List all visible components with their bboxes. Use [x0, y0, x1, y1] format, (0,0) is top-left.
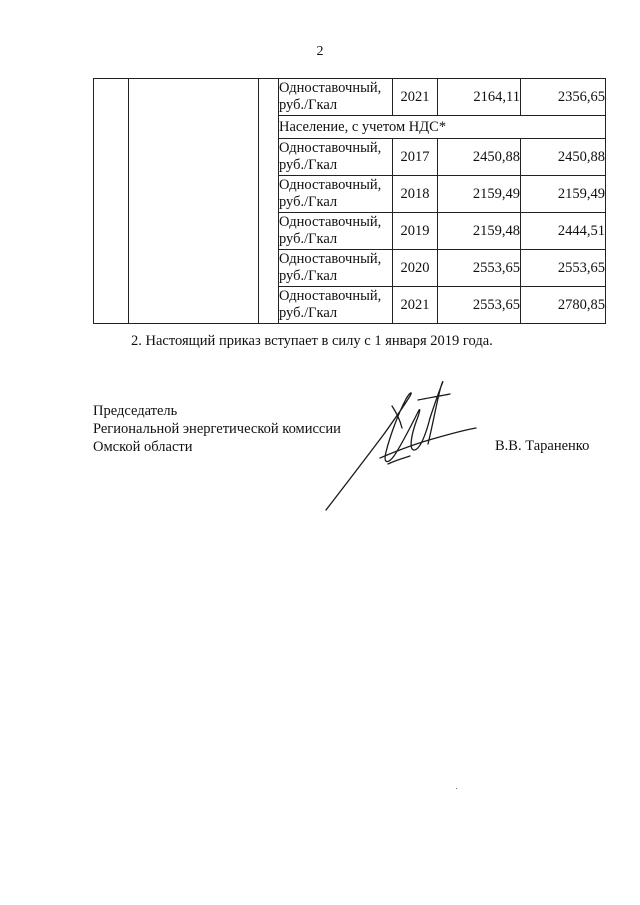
tariff-first-half-cell: 2553,65	[438, 287, 521, 324]
tariff-second-half-cell: 2450,88	[521, 139, 606, 176]
tariff-second-half-cell: 2356,65	[521, 79, 606, 116]
tariff-first-half-cell: 2164,11	[438, 79, 521, 116]
tariff-first-half-cell: 2553,65	[438, 250, 521, 287]
effective-date-clause: 2. Настоящий приказ вступает в силу с 1 января 2019 года.	[131, 333, 493, 349]
year-cell: 2017	[393, 139, 438, 176]
tariff-first-half-cell: 2159,49	[438, 176, 521, 213]
blank-cell	[129, 79, 259, 324]
table-row	[94, 79, 606, 116]
tariff-first-half-cell: 2159,48	[438, 213, 521, 250]
tariff-type-line: Одноставочный,	[279, 177, 382, 193]
tariff-type-cell	[279, 213, 393, 250]
tariff-second-half-cell: 2553,65	[521, 250, 606, 287]
year-cell: 2021	[393, 79, 438, 116]
tariff-table	[93, 78, 606, 324]
tariff-unit-line: руб./Гкал	[279, 157, 338, 173]
signatory-name: В.В. Тараненко	[495, 438, 590, 454]
year-cell: 2018	[393, 176, 438, 213]
tariff-unit-line: руб./Гкал	[279, 97, 338, 113]
tariff-second-half-cell: 2444,51	[521, 213, 606, 250]
signatory-organization: Региональной энергетической комиссии	[93, 421, 341, 437]
tariff-type-line: Одноставочный,	[279, 80, 382, 96]
year-cell: 2020	[393, 250, 438, 287]
tariff-type-line: Одноставочный,	[279, 214, 382, 230]
signatory-position: Председатель	[93, 403, 178, 419]
blank-cell	[259, 79, 279, 324]
page-number: 2	[316, 44, 324, 59]
tariff-type-cell	[279, 139, 393, 176]
tariff-type-cell	[279, 287, 393, 324]
tariff-unit-line: руб./Гкал	[279, 231, 338, 247]
year-cell: 2021	[393, 287, 438, 324]
tariff-unit-line: руб./Гкал	[279, 194, 338, 210]
blank-cell	[94, 79, 129, 324]
year-cell: 2019	[393, 213, 438, 250]
tariff-type-cell	[279, 250, 393, 287]
handwritten-signature	[318, 372, 480, 517]
tariff-second-half-cell: 2159,49	[521, 176, 606, 213]
tariff-second-half-cell: 2780,85	[521, 287, 606, 324]
tariff-type-line: Одноставочный,	[279, 251, 382, 267]
signatory-region: Омской области	[93, 439, 193, 455]
tariff-unit-line: руб./Гкал	[279, 305, 338, 321]
tariff-first-half-cell: 2450,88	[438, 139, 521, 176]
tariff-type-line: Одноставочный,	[279, 288, 382, 304]
signature-block	[93, 402, 341, 456]
section-heading: Население, с учетом НДС*	[279, 116, 606, 139]
tariff-unit-line: руб./Гкал	[279, 268, 338, 284]
scan-speck	[456, 788, 457, 789]
tariff-type-cell	[279, 176, 393, 213]
tariff-type-cell	[279, 79, 393, 116]
tariff-type-line: Одноставочный,	[279, 140, 382, 156]
